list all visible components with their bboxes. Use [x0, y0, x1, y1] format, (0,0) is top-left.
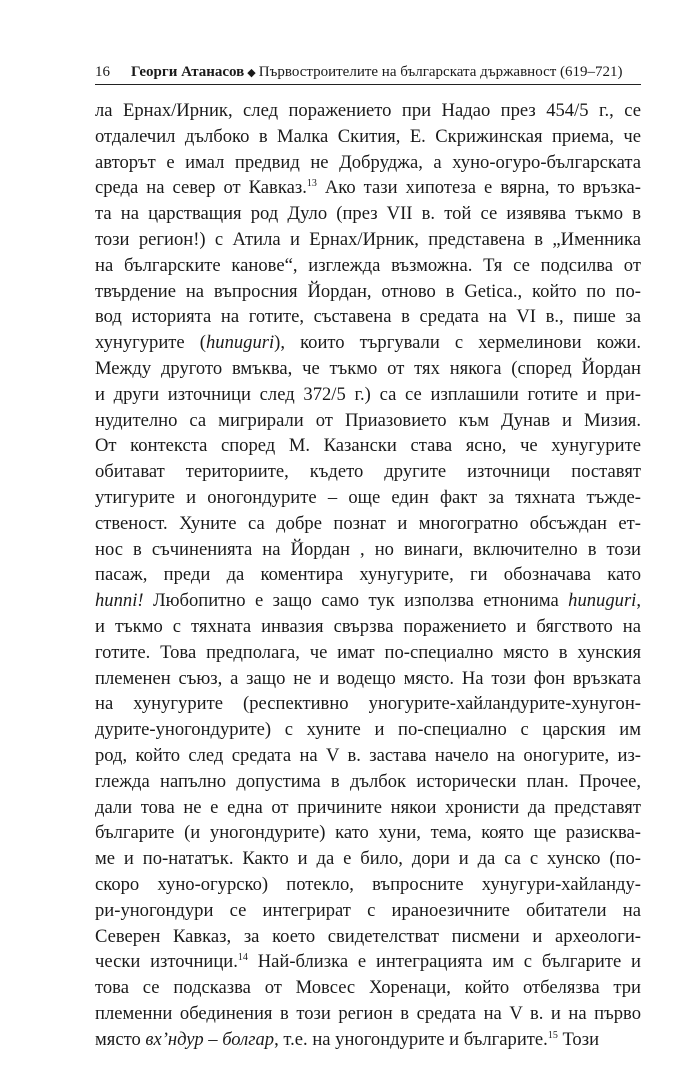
italic-term: hunni! [95, 590, 144, 612]
text-run: Между другото вмъква, че тъкмо от тях някога (според Йордан [95, 357, 641, 379]
text-run: чески източници. [95, 951, 238, 973]
text-run: ственост. Хуните са добре познат и многогратно обсъждан ет- [95, 512, 641, 534]
text-run: , т.е. на уногондурите и българите. [274, 1028, 548, 1050]
text-run: отдалечил дълбоко в Малка Скития, Е. Скрижинская приема, че [95, 125, 641, 147]
text-run: пасаж, преди да коментира хунугурите, ги обозначава като [95, 564, 641, 586]
text-run: Любопитно е защо само тук използва етнонима [143, 590, 569, 612]
text-line [95, 253, 641, 279]
text-run: и други източници след 372/5 г.) са се изплашили готите и при- [95, 383, 641, 405]
text-run: ), които търгували с хермелинови кожи. [274, 332, 642, 354]
text-run: глежда напълно допустима в дълбок исторически план. Прочее, [95, 770, 641, 792]
text-line [95, 98, 641, 124]
footnote-ref: 15 [547, 1029, 558, 1041]
text-line [95, 562, 641, 588]
text-run: хунугурите ( [95, 332, 206, 354]
text-run: племенни обединения в този регион в средата на V в. и на първо [95, 1002, 641, 1024]
text-line [95, 433, 641, 459]
text-line [95, 408, 641, 434]
text-line [95, 279, 641, 305]
italic-term: hunuguri [205, 332, 275, 354]
text-line [95, 743, 641, 769]
text-line [95, 356, 641, 382]
text-line [95, 898, 641, 924]
text-line [95, 304, 641, 330]
text-run: дали това не е една от причините някои хронисти да представят [95, 796, 641, 818]
footnote-ref: 14 [237, 952, 248, 964]
text-run: авторът е имал предвид не Добруджа, а хуно-огуро-българската [95, 151, 641, 173]
text-line [95, 175, 641, 201]
running-head [131, 62, 623, 83]
text-line [95, 666, 641, 692]
running-head-separator: ◆ [247, 67, 256, 79]
text-run: От контекста според М. Казански става ясно, че хунугурите [95, 435, 641, 457]
text-line [95, 846, 641, 872]
text-line [95, 640, 641, 666]
text-run: ме и по-нататък. Както и да е било, дори и да са с хунско (по- [95, 848, 641, 870]
text-run: племенен съюз, а защо не и водещо място. На този фон връзката [95, 667, 641, 689]
text-run: среда на север от Кавказ. [95, 177, 307, 199]
text-line [95, 717, 641, 743]
text-run: готите. Това предполага, че имат по-специално място в хунския [95, 641, 641, 663]
text-line [95, 691, 641, 717]
text-run: на хунугурите (респективно уногурите-хайландурите-хунугон- [95, 693, 641, 715]
text-run: на българските канове“, изглежда възможна. Тя се подсилва от [95, 254, 641, 276]
text-line [95, 588, 641, 614]
text-line [95, 949, 641, 975]
text-line [95, 382, 641, 408]
text-line [95, 872, 641, 898]
text-run: дурите-уногондурите) с хуните и по-специално с царския им [95, 719, 641, 741]
text-run: място [95, 1028, 146, 1050]
text-run: Най-близка е интеграцията им с българите и [247, 951, 641, 973]
text-run: ла Ернах/Ирник, след поражението при Надао през 454/5 г., се [95, 100, 641, 121]
text-line [95, 150, 641, 176]
text-line [95, 820, 641, 846]
text-line [95, 975, 641, 1001]
text-run: българите (и уногондурите) като хуни, тема, която ще разисква- [95, 822, 641, 844]
text-line [95, 511, 641, 537]
text-run: и тъкмо с тяхната инвазия свързва поражението и бягството на [95, 615, 641, 637]
running-head-book-title: Първостроителите на българската държавност (619–721) [258, 64, 623, 80]
text-run: вод историята на готите, съставена в средата на VI в., пише за [95, 306, 641, 328]
text-run: ри-уногондури се интегрират с ираноезичните обитатели на [95, 899, 641, 921]
text-run: та на царстващия род Дуло (през VII в. той се изявява тъкмо в [95, 203, 641, 225]
text-run: скоро хуно-огурско) потекло, въпросните хунугури-хайланду- [95, 873, 641, 895]
text-line [95, 1027, 641, 1053]
text-run: нос в съчиненията на Йордан , но винаги, включително в този [95, 538, 641, 560]
text-line [95, 769, 641, 795]
text-run: утигурите и оногондурите – още един факт за тяхната тъжде- [95, 486, 641, 508]
text-line [95, 459, 641, 485]
text-run: твърдение на въпросния Йордан, отново в Getica., който по по- [95, 280, 641, 302]
text-run: Ако тази хипотеза е вярна, то връзка- [316, 177, 641, 199]
text-line [95, 924, 641, 950]
text-run: род, който след средата на V в. застава начело на оногурите, из- [95, 744, 641, 766]
text-run: нудително са мигрирали от Приазовието към Дунав и Мизия. [95, 409, 641, 431]
text-line [95, 485, 641, 511]
body-text [95, 98, 641, 1052]
text-run: този регион!) с Атила и Ернах/Ирник, представена в „Именника [95, 228, 641, 250]
page-number: 16 [95, 64, 110, 80]
text-line [95, 795, 641, 821]
running-head-author: Георги Атанасов [131, 64, 245, 80]
text-line [95, 614, 641, 640]
text-line [95, 201, 641, 227]
italic-term: hunuguri [568, 590, 637, 612]
italic-term: вх’ндур – болгар [145, 1028, 275, 1050]
page-header [95, 62, 641, 85]
text-run: Този [557, 1028, 600, 1050]
text-line [95, 227, 641, 253]
text-run: това се подсказва от Мовсес Хоренаци, който отбелязва три [95, 977, 641, 999]
footnote-ref: 13 [306, 178, 317, 190]
text-run: Северен Кавказ, за което свидетелстват писмени и археологи- [95, 925, 641, 947]
text-run: обитават териториите, където другите източници поставят [95, 461, 641, 483]
text-line [95, 537, 641, 563]
text-line [95, 124, 641, 150]
text-run: , [636, 590, 641, 612]
text-line [95, 330, 641, 356]
text-line [95, 1001, 641, 1027]
